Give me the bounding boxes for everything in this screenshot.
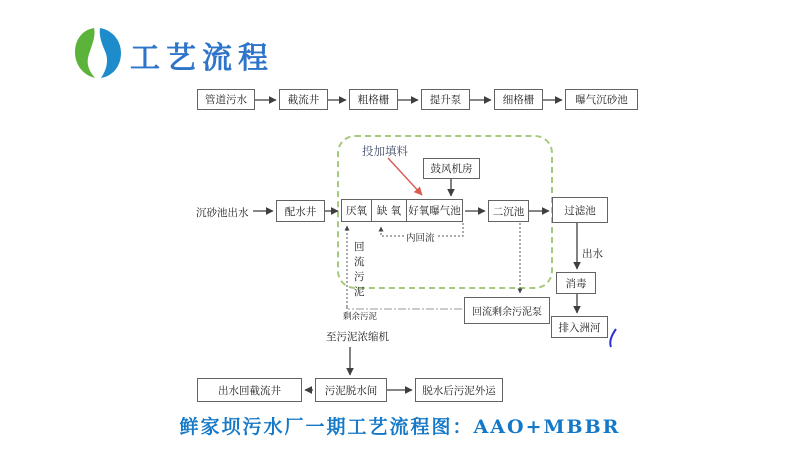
- node-discharge-river: 排入洲河: [551, 316, 608, 338]
- node-aerated-grit-chamber: 曝气沉砂池: [565, 89, 638, 110]
- pen-annotation-mark: [610, 329, 616, 347]
- node-dewatered-sludge-out: 脱水后污泥外运: [415, 378, 503, 402]
- node-blower-room: 鼓风机房: [423, 158, 480, 179]
- node-outflow-return-well: 出水回截流井: [197, 378, 302, 402]
- label-internal-recycle: 内回流: [404, 230, 437, 244]
- node-coarse-screen: 粗格栅: [349, 89, 398, 110]
- label-return-sludge: 回流污泥: [354, 241, 365, 298]
- node-filter-tank: 过滤池: [552, 197, 608, 223]
- node-dewatering-room: 污泥脱水间: [315, 378, 387, 402]
- slide-caption: 鲜家坝污水厂一期工艺流程图：AAO+MBBR: [179, 416, 621, 438]
- node-distribution-well: 配水井: [276, 200, 325, 222]
- aao-cell-aerobic: 好氧曝气池: [406, 199, 463, 222]
- aao-cell-anaerobic: 厌氧: [341, 199, 372, 222]
- label-to-thickener: 至污泥浓缩机: [326, 331, 389, 343]
- label-add-media: 投加填料: [362, 144, 408, 158]
- add-media-red-arrow: [388, 158, 422, 195]
- node-disinfection: 消毒: [556, 272, 596, 294]
- label-surplus-sludge: 剩余污泥: [343, 312, 378, 322]
- node-secondary-clarifier: 二沉池: [488, 200, 529, 222]
- node-intercept-well: 截流井: [279, 89, 328, 110]
- node-pipe-sewage: 管道污水: [197, 89, 255, 110]
- node-aao-tank: [341, 199, 463, 222]
- node-fine-screen: 细格栅: [494, 89, 543, 110]
- label-grit-chamber-outflow: 沉砂池出水: [196, 207, 249, 219]
- page-title: 工艺流程: [130, 41, 274, 76]
- node-return-surplus-sludge-pump: 回流剩余污泥泵: [464, 297, 550, 324]
- aao-cell-anoxic: 缺 氧: [371, 199, 407, 222]
- node-lift-pump: 提升泵: [421, 89, 470, 110]
- label-outflow: 出水: [582, 248, 603, 260]
